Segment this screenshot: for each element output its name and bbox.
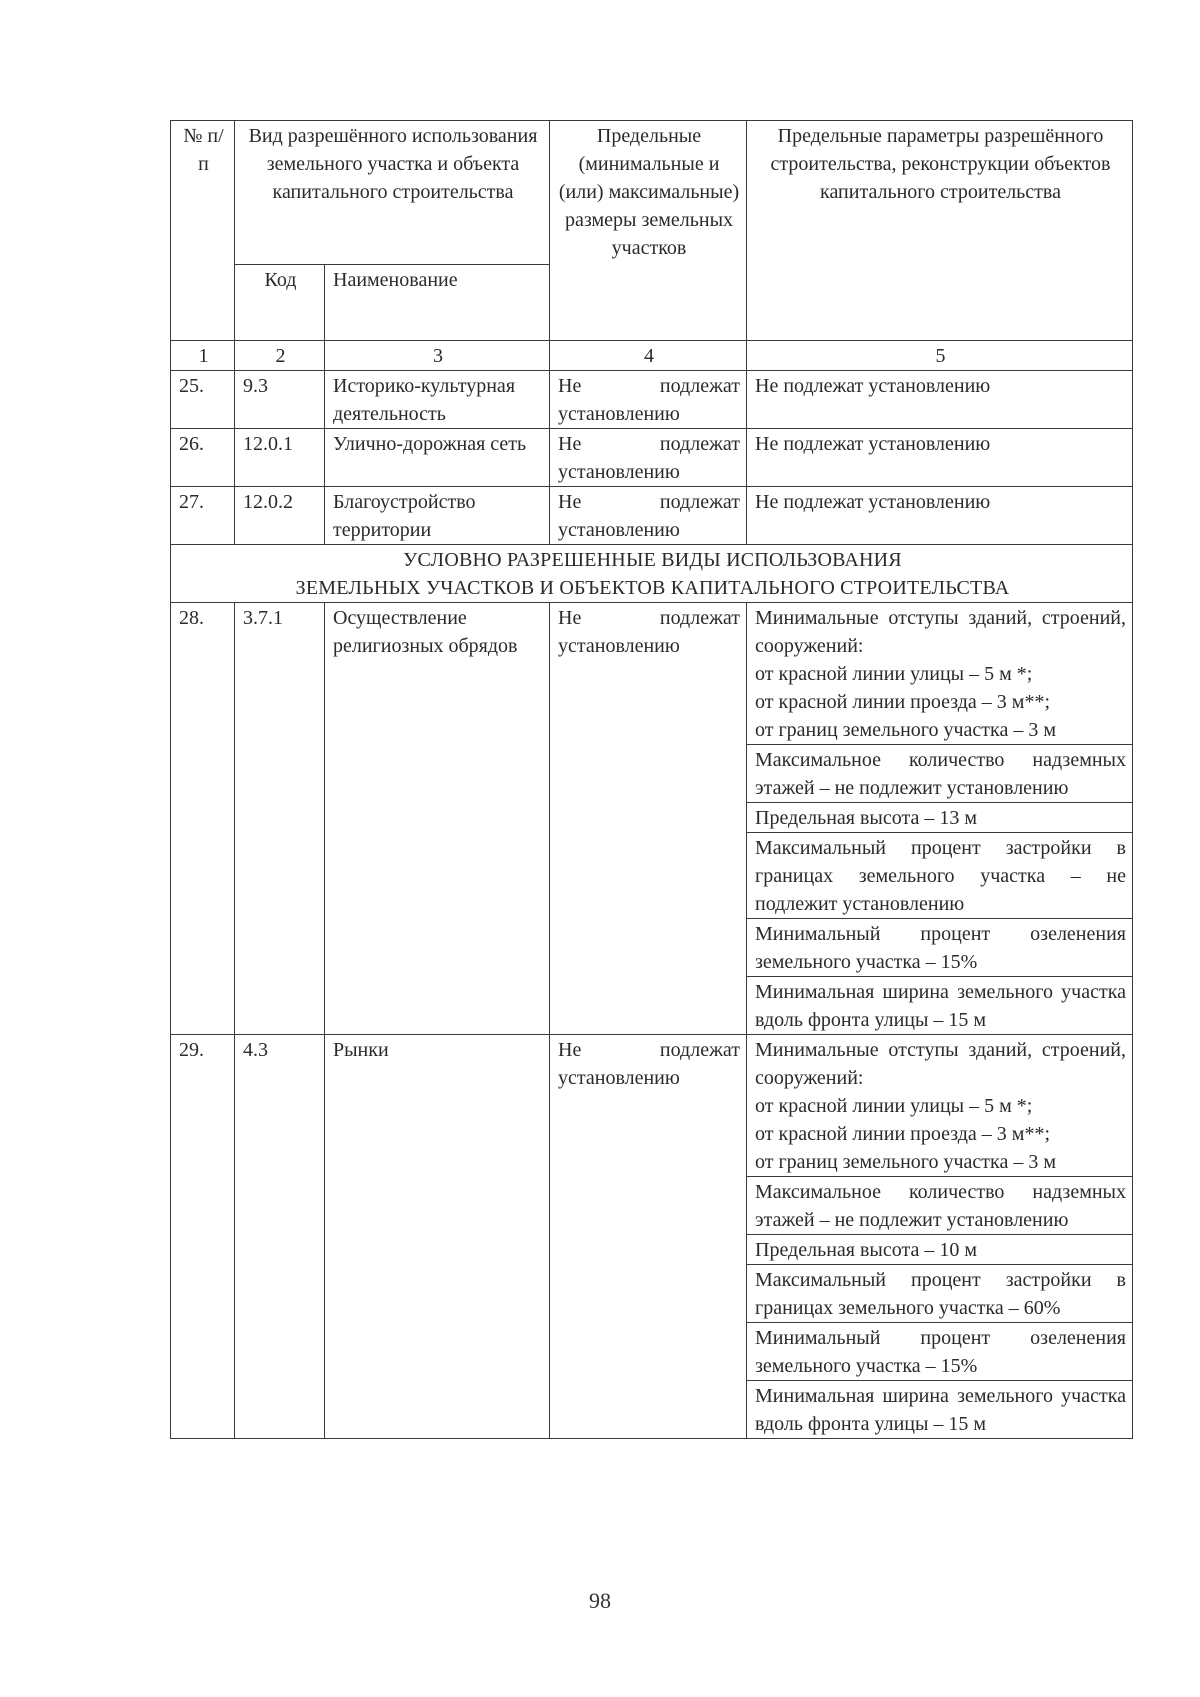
row-params: Не подлежат установлению: [747, 371, 1133, 429]
row-code: 9.3: [235, 371, 325, 429]
param-line: от красной линии улицы – 5 м *;: [755, 1095, 1033, 1117]
param-line: Максимальное количество надземных этажей – не подлежит установлению: [755, 1181, 1126, 1231]
table-row: [171, 429, 1133, 487]
param-line: Минимальный процент озеленения земельного участка – 15%: [755, 1327, 1126, 1377]
param-block: [747, 1381, 1132, 1438]
section-title: [171, 545, 1133, 603]
table-row: [171, 1035, 1133, 1439]
params-list: [747, 1035, 1132, 1438]
param-line: от границ земельного участка – 3 м: [755, 719, 1056, 741]
row-name: Благоустройство территории: [325, 487, 550, 545]
row-name: Улично-дорожная сеть: [325, 429, 550, 487]
row-sizes: Не подлежат установлению: [550, 603, 747, 1035]
row-sizes: Не подлежат установлению: [550, 1035, 747, 1439]
param-block: [747, 1323, 1132, 1381]
row-number: 29.: [171, 1035, 235, 1439]
header-code: Код: [235, 264, 325, 340]
column-number: 3: [325, 341, 550, 371]
param-block: [747, 745, 1132, 803]
param-line: Предельная высота – 10 м: [755, 1239, 978, 1261]
param-line: Минимальные отступы зданий, строений, сооружений:: [755, 607, 1126, 657]
section-title-row: [171, 545, 1133, 603]
header-num: № п/п: [171, 121, 235, 341]
param-line: Минимальные отступы зданий, строений, сооружений:: [755, 1039, 1126, 1089]
param-block: [747, 977, 1132, 1034]
row-sizes: Не подлежат установлению: [550, 487, 747, 545]
section-title-line: УСЛОВНО РАЗРЕШЕННЫЕ ВИДЫ ИСПОЛЬЗОВАНИЯ: [403, 549, 902, 571]
param-line: Минимальная ширина земельного участка вдоль фронта улицы – 15 м: [755, 1385, 1126, 1435]
table-row: [171, 487, 1133, 545]
row-sizes: Не подлежат установлению: [550, 429, 747, 487]
param-block: [747, 603, 1132, 745]
param-line: Максимальный процент застройки в границах земельного участка – 60%: [755, 1269, 1126, 1319]
param-block: [747, 833, 1132, 919]
row-name: Рынки: [325, 1035, 550, 1439]
page-number: 98: [589, 1588, 611, 1613]
row-sizes: Не подлежат установлению: [550, 371, 747, 429]
param-block: [747, 919, 1132, 977]
table-row: [171, 603, 1133, 1035]
row-params: [747, 603, 1133, 1035]
land-use-table: [170, 120, 1133, 1439]
row-code: 12.0.2: [235, 487, 325, 545]
column-number: 1: [171, 341, 235, 371]
header-sizes: Предельные (минимальные и (или) максимальные) размеры земельных участков: [550, 121, 747, 341]
row-number: 25.: [171, 371, 235, 429]
row-code: 4.3: [235, 1035, 325, 1439]
row-number: 26.: [171, 429, 235, 487]
column-number: 5: [747, 341, 1133, 371]
param-line: Максимальный процент застройки в границах земельного участка – не подлежит установлению: [755, 837, 1126, 915]
param-line: от красной линии проезда – 3 м**;: [755, 691, 1051, 713]
table-header-row: [171, 121, 1133, 265]
column-number: 2: [235, 341, 325, 371]
document-page: [170, 120, 1132, 1439]
param-line: от красной линии проезда – 3 м**;: [755, 1123, 1051, 1145]
section-title-line: ЗЕМЕЛЬНЫХ УЧАСТКОВ И ОБЪЕКТОВ КАПИТАЛЬНОГО СТРОИТЕЛЬСТВА: [295, 577, 1010, 599]
row-number: 28.: [171, 603, 235, 1035]
column-number: 4: [550, 341, 747, 371]
param-block: [747, 1265, 1132, 1323]
row-name: Осуществление религиозных обрядов: [325, 603, 550, 1035]
param-line: Предельная высота – 13 м: [755, 807, 978, 829]
row-code: 3.7.1: [235, 603, 325, 1035]
param-block: [747, 1177, 1132, 1235]
param-block: [747, 1235, 1132, 1265]
table-row: [171, 371, 1133, 429]
param-line: от красной линии улицы – 5 м *;: [755, 663, 1033, 685]
param-line: Максимальное количество надземных этажей – не подлежит установлению: [755, 749, 1126, 799]
param-line: Минимальная ширина земельного участка вдоль фронта улицы – 15 м: [755, 981, 1126, 1031]
row-code: 12.0.1: [235, 429, 325, 487]
param-block: [747, 1035, 1132, 1177]
param-line: от границ земельного участка – 3 м: [755, 1151, 1056, 1173]
header-kind-group: Вид разрешённого использования земельного участка и объекта капитального строительства: [235, 121, 550, 265]
param-block: [747, 803, 1132, 833]
row-name: Историко-культурная деятельность: [325, 371, 550, 429]
row-number: 27.: [171, 487, 235, 545]
row-params: Не подлежат установлению: [747, 487, 1133, 545]
header-name: Наименование: [325, 264, 550, 340]
header-params: Предельные параметры разрешённого строительства, реконструкции объектов капитального строительства: [747, 121, 1133, 341]
row-params: [747, 1035, 1133, 1439]
param-line: Минимальный процент озеленения земельного участка – 15%: [755, 923, 1126, 973]
column-numbers-row: [171, 341, 1133, 371]
params-list: [747, 603, 1132, 1034]
row-params: Не подлежат установлению: [747, 429, 1133, 487]
